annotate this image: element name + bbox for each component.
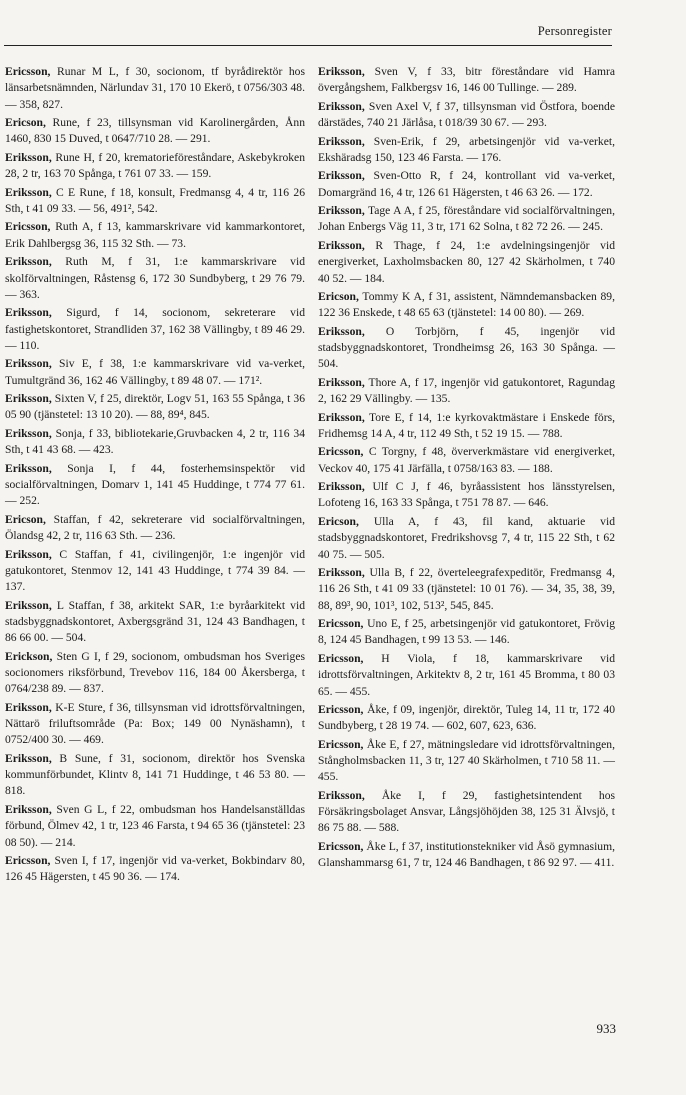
register-entry xyxy=(318,238,615,287)
entry-details: Tage A A, f 25, föreståndare vid socialförvaltningen, Johan Enbergs Väg 11, 3 tr, 171 62 Solna, t 82 72 26. — 245. xyxy=(318,204,615,234)
entry-surname: Eriksson, xyxy=(318,238,365,252)
entry-details: R Thage, f 24, 1:e avdelningsingenjör vid energiverket, Laxholmsbacken 80, 127 42 Skärholmen, t 740 40 52. — 184. xyxy=(318,238,615,285)
entry-surname: Ericsson, xyxy=(318,651,364,665)
entry-details: L Staffan, f 38, arkitekt SAR, 1:e byråarkitekt vid stadsbyggnadskontoret, Axbergsgränd 31, 124 43 Bandhagen, t 86 66 00. — 504. xyxy=(5,598,305,645)
register-entry xyxy=(5,391,305,424)
entry-details: Rune, f 23, tillsynsman vid Karolinergården, Ånn 1460, 830 15 Duved, t 0647/710 28. — 291. xyxy=(5,116,305,146)
entry-details: Sven Axel V, f 37, tillsynsman vid Östfora, boende därstädes, 740 21 Järlåsa, t 018/39 30 67. — 293. xyxy=(318,99,615,130)
entry-surname: Ericson, xyxy=(5,116,46,130)
entry-surname: Eriksson, xyxy=(5,185,52,199)
register-entry xyxy=(5,649,305,698)
entry-details: Tore E, f 14, 1:e kyrkovaktmästare i Enskede förs, Fridhemsg 14 A, 4 tr, 112 49 Sth, t 52 19 15. — 788. xyxy=(318,410,615,440)
entry-surname: Ericsson, xyxy=(5,65,51,78)
entry-surname: Eriksson, xyxy=(318,324,365,338)
entry-surname: Eriksson, xyxy=(5,426,52,440)
entry-surname: Eriksson, xyxy=(318,375,365,389)
entry-details: Siv E, f 38, 1:e kammarskrivare vid va-verket, Tumultgränd 36, 162 46 Vällingby, t 89 48 07. — 171². xyxy=(5,357,305,387)
entry-surname: Eriksson, xyxy=(318,65,365,78)
register-entry xyxy=(318,134,615,167)
register-entry xyxy=(5,150,305,183)
entry-details: Ulf C J, f 46, byråassistent hos länsstyrelsen, Lofoteng 16, 163 33 Spånga, t 751 78 87. — 646. xyxy=(318,480,615,510)
entry-details: Sven-Erik, f 29, arbetsingenjör vid va-verket, Ekshäradsg 150, 123 46 Farsta. — 176. xyxy=(318,134,615,164)
entry-details: Uno E, f 25, arbetsingenjör vid gatukontoret, Frövig 8, 124 45 Bandhagen, t 99 13 53. — 146. xyxy=(318,617,615,647)
entry-details: Staffan, f 42, sekreterare vid socialförvaltningen, Ölandsg 42, 2 tr, 116 63 Sth. — 236. xyxy=(5,512,305,543)
entry-details: Sixten V, f 25, direktör, Logv 51, 163 55 Spånga, t 36 05 90 (tjänstetel: 13 10 20). — 88, 89⁴, 845. xyxy=(5,392,305,422)
register-entry xyxy=(318,788,615,837)
entry-details: Thore A, f 17, ingenjör vid gatukontoret, Ragundag 2, 162 29 Vällingby. — 135. xyxy=(318,375,615,406)
register-entry xyxy=(5,305,305,354)
entry-details: Sigurd, f 14, socionom, sekreterare vid fastighetskontoret, Strandliden 37, 162 38 Vällingby, t 89 46 29. — 110. xyxy=(5,306,305,352)
register-entry xyxy=(5,219,305,252)
entry-details: Ruth M, f 31, 1:e kammarskrivare vid skolförvaltningen, Råstensg 6, 172 30 Sundbyberg, t 29 76 79. — 363. xyxy=(5,255,305,301)
entry-details: O Torbjörn, f 45, ingenjör vid stadsbyggnadskontoret, Trondheimsg 26, 163 30 Spånga. — 504. xyxy=(318,324,615,371)
entry-surname: Eriksson, xyxy=(5,150,52,164)
entry-details: Åke, f 09, ingenjör, direktör, Tuleg 14, 11 tr, 172 40 Sundbyberg, t 28 19 74. — 602, 607, 623, 636. xyxy=(318,702,615,733)
entry-surname: Eriksson, xyxy=(5,598,52,612)
register-entry xyxy=(5,356,305,389)
entry-surname: Ericsson, xyxy=(318,839,364,853)
register-entry xyxy=(5,185,305,218)
entry-surname: Eriksson, xyxy=(318,134,365,148)
register-entry xyxy=(318,64,615,97)
entry-details: Rune H, f 20, krematorieföreståndare, Askebykroken 28, 2 tr, 163 70 Spånga, t 761 07 33. — 159. xyxy=(5,150,305,181)
register-entry xyxy=(5,700,305,749)
register-entry xyxy=(5,853,305,886)
register-entry xyxy=(5,254,305,303)
register-entry xyxy=(318,514,615,563)
register-entry xyxy=(318,702,615,735)
header-rule xyxy=(4,45,612,46)
entry-surname: Ericsson, xyxy=(318,445,364,459)
register-entry xyxy=(5,64,305,113)
entry-details: Åke E, f 27, mätningsledare vid idrottsförvaltningen, Stångholmsbacken 11, 3 tr, 127 40 Skärholmen, t 710 58 11. — 455. xyxy=(318,737,615,784)
register-entry xyxy=(318,839,615,872)
register-entry xyxy=(318,289,615,322)
entry-surname: Eriksson, xyxy=(318,566,365,580)
entry-details: Sten G I, f 29, socionom, ombudsman hos Sveriges socionomers riksförbund, Trevebov 116, 184 00 Åkersberga, t 0764/238 89. — 837. xyxy=(5,649,305,696)
entry-details: Sven G L, f 22, ombudsman hos Handelsanställdas förbund, Ölmev 42, 1 tr, 123 46 Farsta, t 94 65 36 (tjänstetel: 23 08 50). — 214. xyxy=(5,802,305,849)
entry-details: C Staffan, f 41, civilingenjör, 1:e ingenjör vid gatukontoret, Stenmov 12, 141 43 Huddinge, t 774 39 84. — 137. xyxy=(5,547,305,594)
entry-surname: Ericson, xyxy=(5,512,46,526)
entry-details: C E Rune, f 18, konsult, Fredmansg 4, 4 tr, 116 26 Sth, t 41 09 33. — 56, 491², 542. xyxy=(5,185,305,215)
register-entry xyxy=(318,651,615,700)
left-column xyxy=(5,64,305,888)
entry-surname: Eriksson, xyxy=(5,751,52,765)
register-entry xyxy=(318,168,615,201)
register-entry xyxy=(5,598,305,647)
entry-surname: Eriksson, xyxy=(318,480,365,494)
register-entry xyxy=(5,426,305,459)
register-entry xyxy=(318,410,615,443)
entry-surname: Ericson, xyxy=(318,514,359,528)
register-entry xyxy=(318,565,615,614)
entry-surname: Eriksson, xyxy=(5,700,52,714)
entry-surname: Ericsson, xyxy=(318,737,364,751)
entry-surname: Eriksson, xyxy=(5,547,52,561)
entry-surname: Ericsson, xyxy=(5,854,51,868)
entry-surname: Erickson, xyxy=(5,649,53,663)
register-entry xyxy=(318,444,615,477)
entry-details: Sven-Otto R, f 24, kontrollant vid va-verket, Domargränd 16, 4 tr, 126 61 Hägersten, t 46 63 26. — 172. xyxy=(318,169,615,199)
entry-surname: Ericsson, xyxy=(318,702,364,716)
register-entry xyxy=(5,802,305,851)
entry-details: B Sune, f 31, socionom, direktör hos Svenska kommunförbundet, Klintv 8, 141 71 Huddinge, t 46 53 80. — 818. xyxy=(5,751,305,798)
entry-surname: Eriksson, xyxy=(5,802,52,816)
entry-details: K-E Sture, f 36, tillsynsman vid idrottsförvaltningen, Nättarö friluftsområde (Pa: Box; 149 00 Nynäshamn), t 0752/400 30. — 469. xyxy=(5,700,305,747)
entry-surname: Eriksson, xyxy=(318,788,365,802)
register-entry xyxy=(318,99,615,132)
entry-surname: Ericson, xyxy=(318,289,359,303)
entry-surname: Eriksson, xyxy=(5,392,52,406)
right-column xyxy=(318,64,615,874)
register-entry xyxy=(5,751,305,800)
entry-details: H Viola, f 18, kammarskrivare vid idrottsförvaltningen, Arkitektv 8, 2 tr, 161 45 Bromma, t 80 03 65. — 455. xyxy=(318,651,615,698)
entry-details: Åke I, f 29, fastighetsintendent hos Försäkringsbolaget Ansvar, Långsjöhöjden 38, 125 31 Älvsjö, t 86 75 88. — 588. xyxy=(318,788,615,835)
entry-details: Åke L, f 37, institutionstekniker vid Åsö gymnasium, Glanshammarsg 61, 7 tr, 124 46 Bandhagen, t 86 92 97. — 411. xyxy=(318,839,615,870)
entry-surname: Eriksson, xyxy=(5,357,52,371)
entry-surname: Eriksson, xyxy=(318,410,365,424)
register-entry xyxy=(318,203,615,236)
entry-details: Ulla B, f 22, överteleegrafexpeditör, Fredmansg 4, 116 26 Sth, t 41 09 33 (tjänstetel: 10 01 76). — 34, 35, 38, 39, 88, 89³, 90, 101³, 102, 513², 545, 845. xyxy=(318,566,615,612)
register-entry xyxy=(5,115,305,148)
entry-details: Sven I, f 17, ingenjör vid va-verket, Bokbindarv 80, 126 45 Hägersten, t 45 90 36. — 174. xyxy=(5,854,305,884)
entry-surname: Eriksson, xyxy=(318,204,365,218)
register-entry xyxy=(318,479,615,512)
entry-details: Ruth A, f 13, kammarskrivare vid kammarkontoret, Erik Dahlbergsg 36, 115 32 Sth. — 73. xyxy=(5,220,305,250)
entry-surname: Ericsson, xyxy=(5,220,51,234)
entry-surname: Eriksson, xyxy=(5,461,52,475)
entry-details: Ulla A, f 43, fil kand, aktuarie vid stadsbyggnadskontoret, Fredrikshovsg 7, 4 tr, 115 22 Sth, t 62 40 75. — 505. xyxy=(318,514,615,561)
entry-details: Tommy K A, f 31, assistent, Nämndemansbacken 89, 122 36 Enskede, t 48 65 63 (tjänstetel: 14 00 80). — 269. xyxy=(318,289,615,320)
entry-surname: Eriksson, xyxy=(318,99,365,113)
running-header-title: Personregister xyxy=(537,24,612,38)
entry-details: Sven V, f 33, bitr föreståndare vid Hamra övergångshem, Falkbergsv 16, 146 00 Tullinge. — 289. xyxy=(318,65,615,95)
entry-surname: Ericsson, xyxy=(318,617,364,631)
entry-details: Sonja I, f 44, fosterhemsinspektör vid socialförvaltningen, Domarv 1, 141 45 Huddinge, t 774 77 61. — 252. xyxy=(5,461,305,508)
register-entry xyxy=(5,461,305,510)
entry-details: C Torgny, f 48, öververkmästare vid energiverket, Veckov 40, 175 41 Järfälla, t 0758/163 83. — 188. xyxy=(318,445,615,475)
entry-details: Sonja, f 33, bibliotekarie,Gruvbacken 4, 2 tr, 116 34 Sth, t 41 43 68. — 423. xyxy=(5,426,305,457)
register-entry xyxy=(318,616,615,649)
page-number: 933 xyxy=(596,1021,616,1036)
register-entry xyxy=(5,547,305,596)
register-entry xyxy=(318,324,615,373)
register-entry xyxy=(318,737,615,786)
entry-details: Runar M L, f 30, socionom, tf byrådirektör hos länsarbetsnämnden, Närlundav 31, 170 10 Ekerö, t 0756/303 48. — 358, 827. xyxy=(5,65,305,111)
register-entry xyxy=(318,375,615,408)
entry-surname: Eriksson, xyxy=(5,306,52,320)
entry-surname: Eriksson, xyxy=(5,255,52,269)
register-entry xyxy=(5,512,305,545)
entry-surname: Eriksson, xyxy=(318,169,365,183)
